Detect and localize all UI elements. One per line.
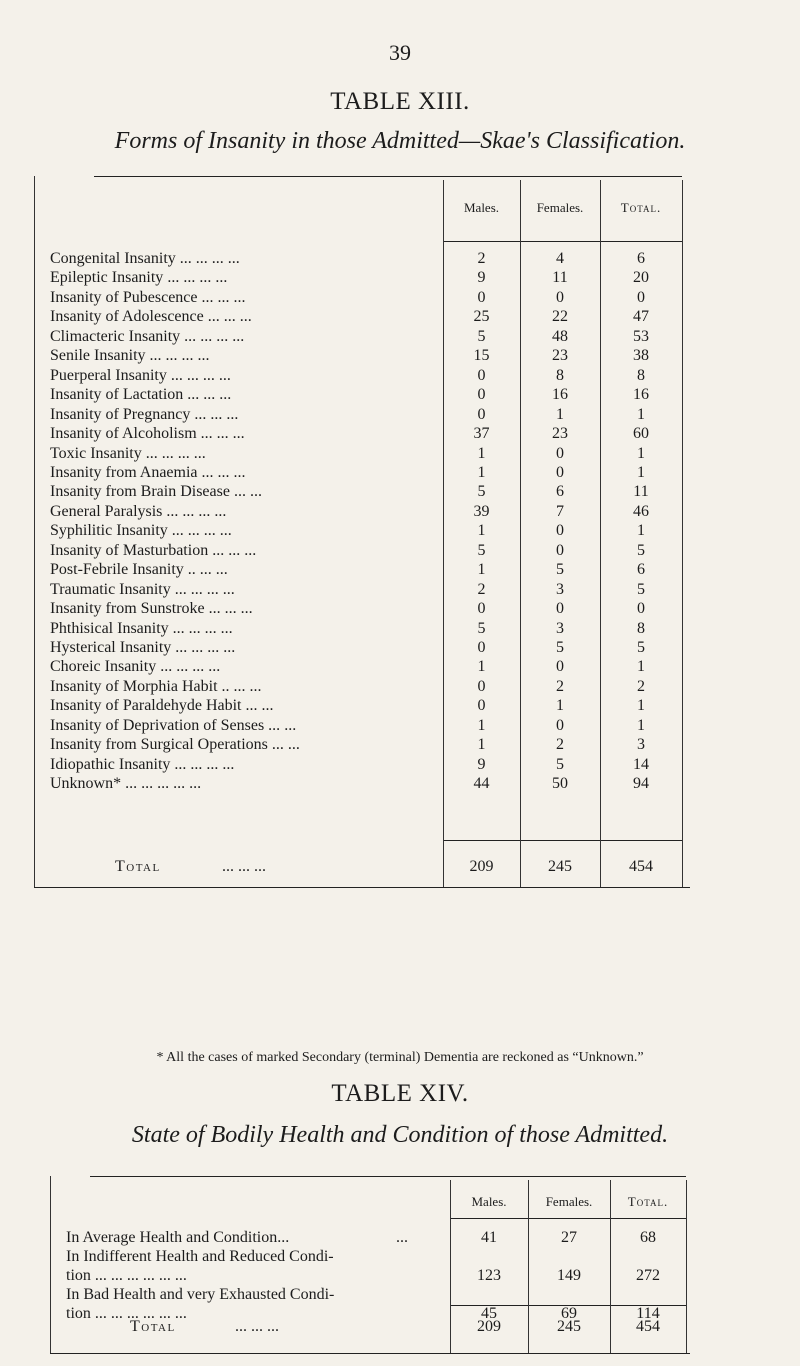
table14-total-dots: ... ... ... [235, 1318, 279, 1335]
table13-total-total: 454 [629, 858, 653, 875]
table13-cell-males: 25 [473, 308, 490, 326]
table13-cell-total: 53 [633, 327, 649, 345]
table13-title: TABLE XIII. [330, 88, 470, 115]
table13-row-dots: ... ... ... [182, 366, 231, 384]
table13-left-border [34, 176, 35, 887]
table13-row-label: Insanity from Surgical Operations ... ... [50, 736, 300, 754]
table14-row-label-cont: tion ... ... ... ... ... ... [66, 1305, 187, 1322]
table13-row-label: Insanity of Pubescence ... ... ... [50, 288, 246, 306]
table13-cell-total: 20 [633, 269, 649, 287]
table13-cell-females: 0 [556, 716, 564, 734]
table13-row-label: Idiopathic Insanity ... ... ... ... [50, 755, 235, 773]
table13-cell-females: 23 [552, 347, 568, 365]
table13-cell-total: 6 [637, 250, 645, 267]
table13-row-dots: ... [283, 736, 300, 754]
table13-cell-females: 0 [556, 288, 564, 306]
table13-row-dots: ... ... ... [183, 386, 232, 404]
table13-top-rule [94, 176, 682, 177]
table13-row-dots: ... ... ... [197, 463, 246, 481]
table13-cell-males: 0 [477, 386, 486, 404]
table13-cell-males: 5 [477, 483, 486, 501]
table14-cell-total: 272 [636, 1267, 660, 1284]
table13-row-label: Puerperal Insanity ... ... ... ... [50, 366, 231, 384]
table13-header-rule [443, 241, 682, 242]
table13-column-rule [682, 180, 683, 887]
table13-cell-males: 1 [477, 658, 486, 676]
table13-header-males: Males. [463, 200, 500, 215]
table13-row-label: Epileptic Insanity ... ... ... ... [50, 269, 228, 287]
table14-title: TABLE XIV. [331, 1080, 469, 1107]
table13-cell-females: 48 [552, 327, 568, 345]
table13-cell-males: 5 [477, 619, 486, 637]
table13-row-dots: ... ... ... ... [156, 658, 221, 676]
table13-row-dots: ... ... ... [196, 425, 245, 443]
table13-cell-females: 23 [552, 425, 568, 443]
table14-total-females: 245 [557, 1318, 581, 1335]
table13-row-label: Congenital Insanity ... ... ... ... [50, 250, 240, 267]
table13-cell-males: 1 [477, 444, 486, 462]
table13-cell-males: 0 [477, 288, 486, 306]
table13-row-label: Insanity from Anaemia ... ... ... [50, 463, 246, 481]
table13-row-dots: ... ... ... [191, 250, 240, 267]
table14-header-rule [450, 1218, 686, 1219]
table13-footnote: * All the cases of marked Secondary (terminal) Dementia are reckoned as “Unknown.” [156, 1050, 644, 1065]
table13-cell-females: 5 [556, 755, 564, 773]
table13-row-dots: .. ... ... [183, 561, 228, 579]
table13-cell-females: 3 [556, 580, 564, 598]
table13-row-dots: ... ... ... [183, 522, 232, 540]
table13-cell-total: 6 [637, 561, 645, 579]
table13-row-dots: ... ... ... ... [163, 269, 228, 287]
table14-cell-males: 41 [481, 1229, 497, 1246]
table13-row-dots: ... [280, 716, 297, 734]
table13-cell-total: 2 [637, 677, 645, 695]
table13-row-label: Insanity of Alcoholism ... ... ... [50, 425, 245, 443]
table13-cell-females: 22 [552, 308, 568, 326]
table13-cell-total: 1 [637, 522, 645, 540]
table13-row-dots: ... ... ... [204, 600, 253, 618]
table13-row-label: Insanity of Lactation ... ... ... [50, 386, 232, 404]
table13-cell-males: 1 [477, 463, 486, 481]
table13-cell-males: 0 [477, 677, 486, 695]
table13-cell-males: 1 [477, 561, 486, 579]
table14-cell-males: 45 [481, 1305, 497, 1322]
table14-row-label: In Average Health and Condition... [66, 1229, 290, 1246]
table13-row-label: Hysterical Insanity ... ... ... ... [50, 639, 236, 656]
table13-row-label: Toxic Insanity ... ... ... ... [50, 444, 206, 462]
table13-cell-males: 5 [477, 327, 486, 345]
table13-cell-females: 2 [556, 736, 564, 754]
table14-total-total: 454 [636, 1318, 660, 1335]
table13-row-label: Insanity of Paraldehyde Habit ... ... [50, 697, 274, 715]
table13-bottom-rule [34, 887, 690, 888]
table14-cell-females: 27 [561, 1229, 577, 1246]
table13-cell-total: 60 [633, 425, 649, 443]
table13-row-dots: ... ... ... [196, 327, 245, 345]
table13-row-dots: ... ... ... [184, 619, 233, 637]
table13-row-label: Insanity of Pregnancy ... ... ... [50, 405, 239, 423]
table13-row-dots: ... ... [229, 483, 262, 501]
table13-cell-total: 1 [637, 658, 645, 676]
table13-cell-total: 1 [637, 697, 645, 715]
table13-total-males: 209 [469, 858, 494, 875]
table13-cell-total: 38 [633, 347, 649, 365]
table13-cell-females: 4 [556, 250, 564, 267]
table13-row-label: Insanity of Masturbation ... ... ... [50, 541, 257, 559]
table13-cell-males: 37 [473, 425, 490, 443]
table13-cell-females: 0 [556, 541, 564, 559]
table13-row-label: Climacteric Insanity ... ... ... ... [50, 327, 245, 345]
page-number: 39 [389, 40, 411, 65]
table13-cell-males: 1 [477, 736, 486, 754]
table13-row-dots: ... ... ... ... ... [121, 775, 202, 793]
table13-cell-total: 5 [637, 639, 645, 656]
table13-cell-males: 1 [477, 522, 486, 540]
table13-cell-females: 2 [556, 677, 564, 695]
table14-total-label: Total [130, 1318, 176, 1335]
table13-cell-males: 5 [477, 541, 486, 559]
table13-row-dots: ... ... [229, 677, 262, 695]
table13-row-dots: ... ... [241, 697, 274, 715]
table14-cell-total: 114 [636, 1305, 660, 1322]
table13-cell-females: 1 [556, 697, 564, 715]
table13-cell-total: 16 [633, 386, 649, 404]
table13-cell-total: 94 [633, 775, 649, 793]
table13-row-label: Syphilitic Insanity ... ... ... ... [50, 522, 232, 540]
table13-cell-females: 0 [556, 463, 564, 481]
table14-top-rule [90, 1176, 686, 1177]
table14-header-total: Total. [627, 1194, 669, 1209]
table13-row-dots: ... ... ... [187, 639, 236, 656]
table13-cell-females: 0 [556, 522, 564, 540]
table13-cell-females: 0 [556, 444, 564, 462]
table13-cell-males: 1 [477, 716, 486, 734]
table13-row-label: Insanity of Deprivation of Senses ... ... [50, 716, 297, 734]
table13-row-label: Insanity of Adolescence ... ... ... [50, 308, 252, 326]
table13-cell-males: 44 [473, 775, 490, 793]
table13-row-dots: ... ... ... ... [145, 347, 210, 365]
table13-cell-females: 11 [552, 269, 568, 287]
table13-row-label: Choreic Insanity ... ... ... ... [50, 658, 221, 676]
table13-cell-total: 1 [637, 716, 645, 734]
table13-cell-females: 7 [556, 502, 564, 520]
table13-cell-total: 1 [637, 405, 645, 423]
table13-row-dots: ... ... ... ... [162, 502, 227, 520]
table13-cell-males: 0 [477, 405, 486, 423]
table13-row-dots: ... ... ... [190, 405, 239, 423]
table13-cell-total: 3 [637, 736, 645, 754]
table13-total-dots: ... ... ... [222, 858, 266, 875]
table13-cell-females: 5 [556, 639, 564, 656]
table13-header-females: Females. [536, 200, 584, 215]
table14-header-females: Females. [545, 1194, 593, 1209]
table13-cell-total: 46 [633, 502, 649, 520]
table13-row-dots: ... ... ... [186, 755, 235, 773]
table14-header-males: Males. [471, 1194, 507, 1209]
table13-cell-total: 0 [637, 600, 645, 618]
table13-row-label: General Paralysis ... ... ... ... [50, 502, 227, 520]
table13-total-label: Total [115, 858, 161, 875]
table13-cell-total: 0 [637, 288, 645, 306]
table14-bottom-rule [50, 1353, 690, 1354]
table13-row-dots: ... ... ... [186, 580, 235, 598]
table13-subtitle: Forms of Insanity in those Admitted—Skae's Classification. [114, 128, 686, 154]
table13-row-label: Post-Febrile Insanity .. ... ... [50, 561, 228, 579]
table13-row-dots: ... ... ... [203, 308, 252, 326]
table13-cell-males: 0 [477, 697, 486, 715]
table14-cell-females: 149 [557, 1267, 581, 1284]
table13-cell-females: 0 [556, 600, 564, 618]
table13-cell-total: 14 [633, 755, 649, 773]
table13-cell-males: 0 [477, 600, 486, 618]
table13-row-label: Senile Insanity ... ... ... ... [50, 347, 210, 365]
table13-total-rule [443, 840, 682, 841]
table14-cell-total: 68 [640, 1229, 656, 1246]
table13-row-dots: ... ... ... ... [141, 444, 206, 462]
table13-cell-females: 8 [556, 366, 564, 384]
table14-row-dots: ... [396, 1229, 408, 1246]
table13-row-label: Insanity from Brain Disease ... ... [50, 483, 262, 501]
table13-row-label: Unknown* ... ... ... ... ... [50, 775, 202, 793]
table13-cell-total: 47 [633, 308, 649, 326]
table13-total-females: 245 [548, 858, 572, 875]
table13-row-label: Insanity of Morphia Habit .. ... ... [50, 677, 262, 695]
table13-header-total: Total. [620, 200, 662, 215]
table13-cell-males: 15 [473, 347, 490, 365]
table13-cell-females: 16 [552, 386, 568, 404]
table13-cell-total: 8 [637, 366, 645, 384]
table13-row-label: Traumatic Insanity ... ... ... ... [50, 580, 235, 598]
table13-cell-males: 0 [477, 639, 486, 656]
table13-cell-total: 5 [637, 580, 645, 598]
table14-subtitle: State of Bodily Health and Condition of those Admitted. [131, 1122, 669, 1148]
table14-cell-males: 123 [477, 1267, 501, 1284]
table13-cell-males: 9 [477, 755, 486, 773]
table13-cell-males: 2 [477, 580, 486, 598]
table14-row-label-cont: tion ... ... ... ... ... ... [66, 1267, 187, 1284]
table14-column-rule [686, 1180, 687, 1353]
table13-cell-males: 9 [477, 269, 486, 287]
table13-cell-males: 0 [477, 366, 486, 384]
table14-left-border [50, 1176, 51, 1353]
table13-cell-total: 11 [633, 483, 649, 501]
table13-row-label: Insanity from Sunstroke ... ... ... [50, 600, 253, 618]
table13-cell-total: 1 [637, 444, 645, 462]
table13-cell-females: 3 [556, 619, 564, 637]
table13-cell-total: 5 [637, 541, 645, 559]
table13-row-dots: ... ... ... [197, 288, 246, 306]
table13-cell-males: 39 [473, 502, 490, 520]
table13-cell-total: 1 [637, 463, 645, 481]
table14-row-label: In Bad Health and very Exhausted Condi- [66, 1286, 335, 1303]
table14-total-males: 209 [477, 1318, 501, 1335]
table13-row-label: Phthisical Insanity ... ... ... ... [50, 619, 233, 637]
table13-cell-females: 50 [552, 775, 568, 793]
table14-row-label: In Indifferent Health and Reduced Condi- [66, 1248, 334, 1265]
table13-cell-females: 0 [556, 658, 564, 676]
table13-cell-females: 5 [556, 561, 564, 579]
table13-cell-total: 8 [637, 619, 645, 637]
table13-cell-females: 1 [556, 405, 564, 423]
table13-cell-females: 6 [556, 483, 564, 501]
table13-cell-males: 2 [477, 250, 486, 267]
table14-cell-females: 69 [561, 1305, 577, 1322]
table13-row-dots: ... ... ... [208, 541, 257, 559]
